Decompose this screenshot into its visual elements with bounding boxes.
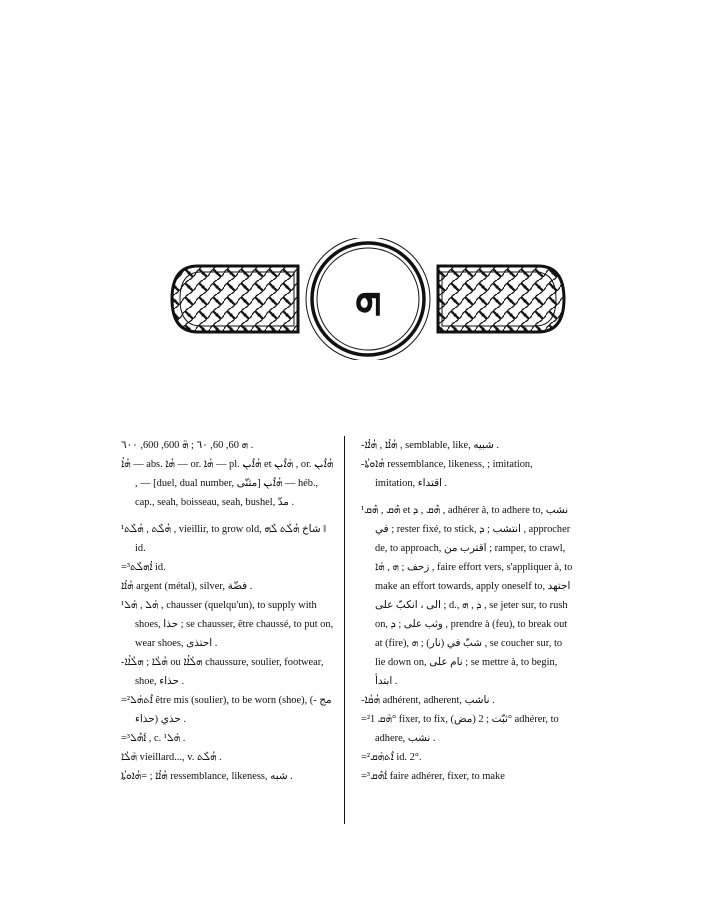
entry-adherer: ¹ܗܶܩ , ܗܶܩ et ܗܶܩ , ܕ , adhérer à, to adhere to, نشب في ; rester fixé, to stick, انتشب ; ܕ , approcher de, to approach, اقترب من ; ramper, to crawl, زحف ; ܗ , ܗܰܐ , faire effort vers, s'appliquer à, to make an effort towards, apply oneself to, اجتهد الى ، انكبّ على ; d., ܕ , ܗ , se jeter sur, to rush on, وثب على ; ܕ , prendre à (feu), to break out at (fire), شبّ في (نار) ; ܗ , se coucher sur, to lie down on, نام على ; se mettre à, to begin, ابتدأ . [361,505,573,687]
ornamental-header-band [168,238,568,360]
entry-vieillir-af: =³ܐܳܗܠܶܬ id. [121,562,166,573]
entry-chausser: ¹ܗܰܠ , ܗܰܠ , chausser (quelqu'un), to supply with shoes, حذا ; se chausser, être chaussé, to put on, wear shoes, احتذى . [121,600,334,649]
entry-faire-adherer: =³ܐܰܗܶܩ faire adhérer, fixer, to make [361,771,505,782]
column-divider [344,436,345,824]
right-column [361,436,575,786]
entry-ressemblance-2: -ܗܳܐܘܬܳܐ ressemblance, likeness, ; imitation, imitation, اقتداء . [361,459,533,489]
entry-argent: ܗܳܐܳܐ argent (métal), silver, فضّة . [121,581,253,592]
entry-chaussure: -ܗܳܠܳܐ ; ܗܠܳܐܳܐ ou ܗܠܳܐܳܐ chaussure, soulier, footwear, shoe, حذاء . [121,657,324,687]
entry-adherent: -ܗܳܩܳܐ adhérent, adherent, ناشب . [361,695,495,706]
entry-seah: ܗܳܐܳ — abs. ܗܳܐ — or. ܗܳܐ — pl. ܗܳܐܶܝܢ et ܗܰܐܶܝܢ , or. ܗܳܐܶܝܢ , — [duel, dual number, مثنّى] ܗܳܐܶܝܢ — héb., cap., seah, boisseau, seah, bushel, مدّ . [121,459,334,508]
entry-ressemblance: ܗܳܐܳܐ ; =ܗܳܐܘܬܳܐ ressemblance, likeness, شبه . [121,771,293,782]
entry-semblable: -ܗܳܐܳܐ , ܗܳܐܳܐ , semblable, like, شبيه . [361,440,500,451]
entry-fixer: =²ܗܰܩ 1° fixer, to fix, (مض) ثبّت ; 2° adhérer, to adhere, نشب . [361,714,559,744]
left-column [121,436,335,786]
entry-vieillard: ܗܰܠܳܐ vieillard..., v. ܗܳܠܶܬ . [121,752,222,763]
entry-chausser-af: =³ܐܰܗܶܠ , c. ¹ܗܰܠ . [121,733,186,744]
entry-etre-mis: =²ܐܶܬܗܰܠ être mis (soulier), to be worn (shoe), (مج - حذاء) حذي . [121,695,332,725]
entry-fixer-etpa: =²ܐܶܬܗܰܩ id. 2°. [361,752,422,763]
entry-he-numeral: ܗ 60, 60, ٦٠ ; ܗ̈ 600, 600, ٦٠٠ . [121,440,254,451]
header-letter: ܗ [354,272,382,323]
entry-vieillir: ¹ܗܳܠܶܬ , ܗܳܠܶܬ , vieillir, to grow old, شاخ ܗܳܠܶܬ ܠܶܗ ‖ id. [121,524,327,554]
